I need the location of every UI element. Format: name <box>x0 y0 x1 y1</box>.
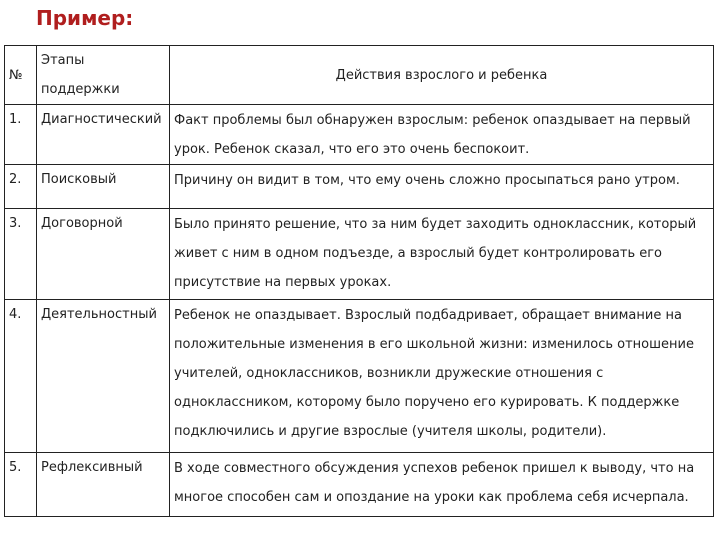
row-number: 2. <box>5 165 37 209</box>
row-number: 4. <box>5 300 37 453</box>
header-number: № <box>5 46 37 105</box>
row-actions: Было принято решение, что за ним будет заходить одноклассник, который живет с ним в одном подъезде, а взрослый будет контролировать его присутствие на первых уроках. <box>170 209 714 300</box>
support-stages-table <box>4 45 714 517</box>
row-number: 1. <box>5 105 37 165</box>
header-actions: Действия взрослого и ребенка <box>170 46 714 105</box>
table-header-row <box>5 46 714 105</box>
row-number: 5. <box>5 453 37 517</box>
row-stage: Поисковый <box>37 165 170 209</box>
row-actions: Ребенок не опаздывает. Взрослый подбадривает, обращает внимание на положительные изменения в его школьной жизни: изменилось отношение учителей, одноклассников, возникли дружеские отношения с одноклассником, которому было поручено его курировать. К поддержке подключились и другие взрослые (учителя школы, родители). <box>170 300 714 453</box>
row-number: 3. <box>5 209 37 300</box>
row-stage: Диагностический <box>37 105 170 165</box>
row-stage: Деятельностный <box>37 300 170 453</box>
header-stage: Этапы поддержки <box>37 46 170 105</box>
page-title: Пример: <box>36 6 134 30</box>
row-stage: Договорной <box>37 209 170 300</box>
table-row <box>5 165 714 209</box>
row-stage: Рефлексивный <box>37 453 170 517</box>
table-row <box>5 453 714 517</box>
table-row <box>5 209 714 300</box>
row-actions: Факт проблемы был обнаружен взрослым: ребенок опаздывает на первый урок. Ребенок сказал, что его это очень беспокоит. <box>170 105 714 165</box>
table-row <box>5 300 714 453</box>
table-row <box>5 105 714 165</box>
row-actions: Причину он видит в том, что ему очень сложно просыпаться рано утром. <box>170 165 714 209</box>
row-actions: В ходе совместного обсуждения успехов ребенок пришел к выводу, что на многое способен сам и опоздание на уроки как проблема себя исчерпала. <box>170 453 714 517</box>
